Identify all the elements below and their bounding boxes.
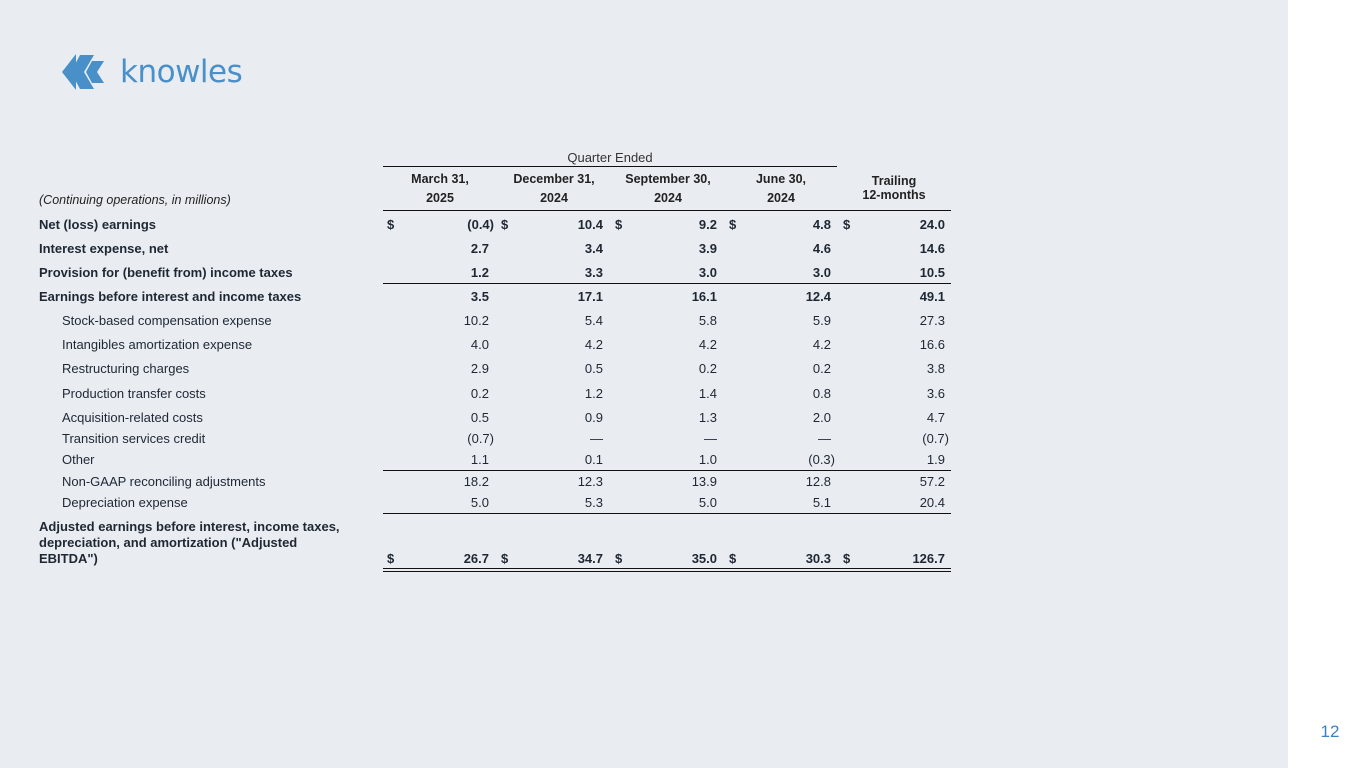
cell-sep-2024: 1.4 xyxy=(698,386,717,401)
currency-symbol: $ xyxy=(501,217,509,232)
currency-symbol: $ xyxy=(501,551,509,566)
currency-symbol: $ xyxy=(387,217,395,232)
logo-wordmark: knowles xyxy=(120,53,243,90)
cell-trailing: 1.9 xyxy=(926,452,945,467)
cell-sep-2024: 4.2 xyxy=(698,337,717,352)
cell-mar-2025: 26.7 xyxy=(463,551,489,566)
cell-jun-2024: 12.8 xyxy=(805,474,831,489)
row-label: Other xyxy=(62,452,95,467)
cell-dec-2024: 5.3 xyxy=(584,495,603,510)
cell-mar-2025: 2.9 xyxy=(470,361,489,376)
subtotal-rule xyxy=(383,470,951,471)
cell-dec-2024: 1.2 xyxy=(584,386,603,401)
cell-trailing: 16.6 xyxy=(919,337,945,352)
col-header-line2: 2024 xyxy=(654,191,682,205)
col-header-dec-2024 xyxy=(497,172,611,205)
cell-trailing: 49.1 xyxy=(919,289,945,304)
cell-jun-2024: 5.1 xyxy=(812,495,831,510)
cell-sep-2024: 5.0 xyxy=(698,495,717,510)
cell-mar-2025: 3.5 xyxy=(470,289,489,304)
cell-sep-2024: 3.0 xyxy=(698,265,717,280)
cell-trailing: 14.6 xyxy=(919,241,945,256)
cell-sep-2024: — xyxy=(704,431,717,446)
adjusted-ebitda-label xyxy=(39,519,369,567)
col-header-line1: June 30, xyxy=(755,172,807,186)
knowles-logo xyxy=(62,52,242,92)
row-label: Intangibles amortization expense xyxy=(62,337,253,352)
cell-jun-2024: 12.4 xyxy=(805,289,831,304)
cell-sep-2024: 1.3 xyxy=(698,410,717,425)
cell-mar-2025: (0.7) xyxy=(467,431,494,446)
cell-dec-2024: 0.5 xyxy=(584,361,603,376)
cell-mar-2025: 2.7 xyxy=(470,241,489,256)
cell-jun-2024: — xyxy=(818,431,831,446)
cell-mar-2025: 0.2 xyxy=(470,386,489,401)
cell-mar-2025: 0.5 xyxy=(470,410,489,425)
cell-dec-2024: 0.9 xyxy=(584,410,603,425)
row-label-line: Adjusted earnings before interest, income taxes, xyxy=(39,519,340,534)
currency-symbol: $ xyxy=(615,217,623,232)
cell-sep-2024: 9.2 xyxy=(698,217,717,232)
cell-sep-2024: 3.9 xyxy=(698,241,717,256)
cell-jun-2024: 4.6 xyxy=(812,241,831,256)
units-note: (Continuing operations, in millions) xyxy=(39,193,231,207)
cell-jun-2024: 3.0 xyxy=(812,265,831,280)
col-header-mar-2025 xyxy=(383,172,497,205)
currency-symbol: $ xyxy=(843,551,851,566)
col-header-line1: Trailing xyxy=(871,174,917,188)
cell-dec-2024: 12.3 xyxy=(577,474,603,489)
row-label: Earnings before interest and income taxes xyxy=(39,289,302,304)
cell-sep-2024: 35.0 xyxy=(691,551,717,566)
cell-trailing: 57.2 xyxy=(919,474,945,489)
cell-jun-2024: 5.9 xyxy=(812,313,831,328)
subtotal-rule xyxy=(383,513,951,514)
cell-dec-2024: 3.4 xyxy=(584,241,603,256)
cell-mar-2025: 5.0 xyxy=(470,495,489,510)
cell-trailing: 20.4 xyxy=(919,495,945,510)
header-rule xyxy=(383,210,951,211)
row-label: Interest expense, net xyxy=(39,241,169,256)
col-header-jun-2024 xyxy=(725,172,837,205)
total-double-rule xyxy=(383,568,951,572)
cell-dec-2024: 4.2 xyxy=(584,337,603,352)
cell-trailing: (0.7) xyxy=(922,431,949,446)
row-label: Restructuring charges xyxy=(62,361,190,376)
cell-mar-2025: 10.2 xyxy=(463,313,489,328)
cell-jun-2024: 4.2 xyxy=(812,337,831,352)
cell-dec-2024: 17.1 xyxy=(577,289,603,304)
currency-symbol: $ xyxy=(729,217,737,232)
currency-symbol: $ xyxy=(729,551,737,566)
cell-sep-2024: 1.0 xyxy=(698,452,717,467)
cell-mar-2025: 4.0 xyxy=(470,337,489,352)
cell-trailing: 4.7 xyxy=(926,410,945,425)
cell-dec-2024: — xyxy=(590,431,603,446)
row-label: Acquisition-related costs xyxy=(62,410,203,425)
row-label: Production transfer costs xyxy=(62,386,206,401)
cell-dec-2024: 10.4 xyxy=(577,217,603,232)
row-label: Depreciation expense xyxy=(62,495,188,510)
currency-symbol: $ xyxy=(387,551,395,566)
cell-trailing: 126.7 xyxy=(912,551,945,566)
col-header-line2: 12-months xyxy=(862,188,926,202)
row-label: Provision for (benefit from) income taxes xyxy=(39,265,293,280)
col-header-line2: 2024 xyxy=(767,191,795,205)
cell-trailing: 24.0 xyxy=(919,217,945,232)
currency-symbol: $ xyxy=(843,217,851,232)
currency-symbol: $ xyxy=(615,551,623,566)
col-header-line2: 2024 xyxy=(540,191,568,205)
subtotal-rule xyxy=(383,283,951,284)
cell-sep-2024: 5.8 xyxy=(698,313,717,328)
cell-trailing: 27.3 xyxy=(919,313,945,328)
cell-trailing: 10.5 xyxy=(919,265,945,280)
col-header-line1: March 31, xyxy=(411,172,469,186)
row-label-line: depreciation, and amortization ("Adjusted xyxy=(39,535,298,550)
cell-dec-2024: 5.4 xyxy=(584,313,603,328)
col-header-sep-2024 xyxy=(611,172,725,205)
cell-mar-2025: 18.2 xyxy=(463,474,489,489)
cell-jun-2024: 2.0 xyxy=(812,410,831,425)
cell-dec-2024: 3.3 xyxy=(584,265,603,280)
page-number: 12 xyxy=(1320,722,1340,741)
row-label-line: EBITDA") xyxy=(39,551,98,566)
cell-trailing: 3.8 xyxy=(926,361,945,376)
cell-dec-2024: 34.7 xyxy=(577,551,603,566)
row-label: Net (loss) earnings xyxy=(39,217,157,232)
row-label: Transition services credit xyxy=(62,431,206,446)
knowles-chevron-icon xyxy=(62,52,114,92)
col-header-line2: 2025 xyxy=(426,191,454,205)
cell-sep-2024: 0.2 xyxy=(698,361,717,376)
cell-jun-2024: 0.8 xyxy=(812,386,831,401)
cell-jun-2024: 0.2 xyxy=(812,361,831,376)
col-header-line1: September 30, xyxy=(625,172,711,186)
cell-sep-2024: 16.1 xyxy=(691,289,717,304)
cell-mar-2025: 1.1 xyxy=(470,452,489,467)
row-label: Stock-based compensation expense xyxy=(62,313,272,328)
cell-jun-2024: (0.3) xyxy=(808,452,835,467)
cell-mar-2025: 1.2 xyxy=(470,265,489,280)
cell-mar-2025: (0.4) xyxy=(467,217,494,232)
cell-sep-2024: 13.9 xyxy=(691,474,717,489)
quarter-ended-rule xyxy=(383,166,837,167)
col-header-line1: December 31, xyxy=(513,172,595,186)
col-header-trailing xyxy=(837,174,951,202)
row-label: Non-GAAP reconciling adjustments xyxy=(62,474,266,489)
cell-jun-2024: 30.3 xyxy=(805,551,831,566)
cell-jun-2024: 4.8 xyxy=(812,217,831,232)
quarter-ended-header: Quarter Ended xyxy=(567,150,653,165)
cell-trailing: 3.6 xyxy=(926,386,945,401)
cell-dec-2024: 0.1 xyxy=(584,452,603,467)
